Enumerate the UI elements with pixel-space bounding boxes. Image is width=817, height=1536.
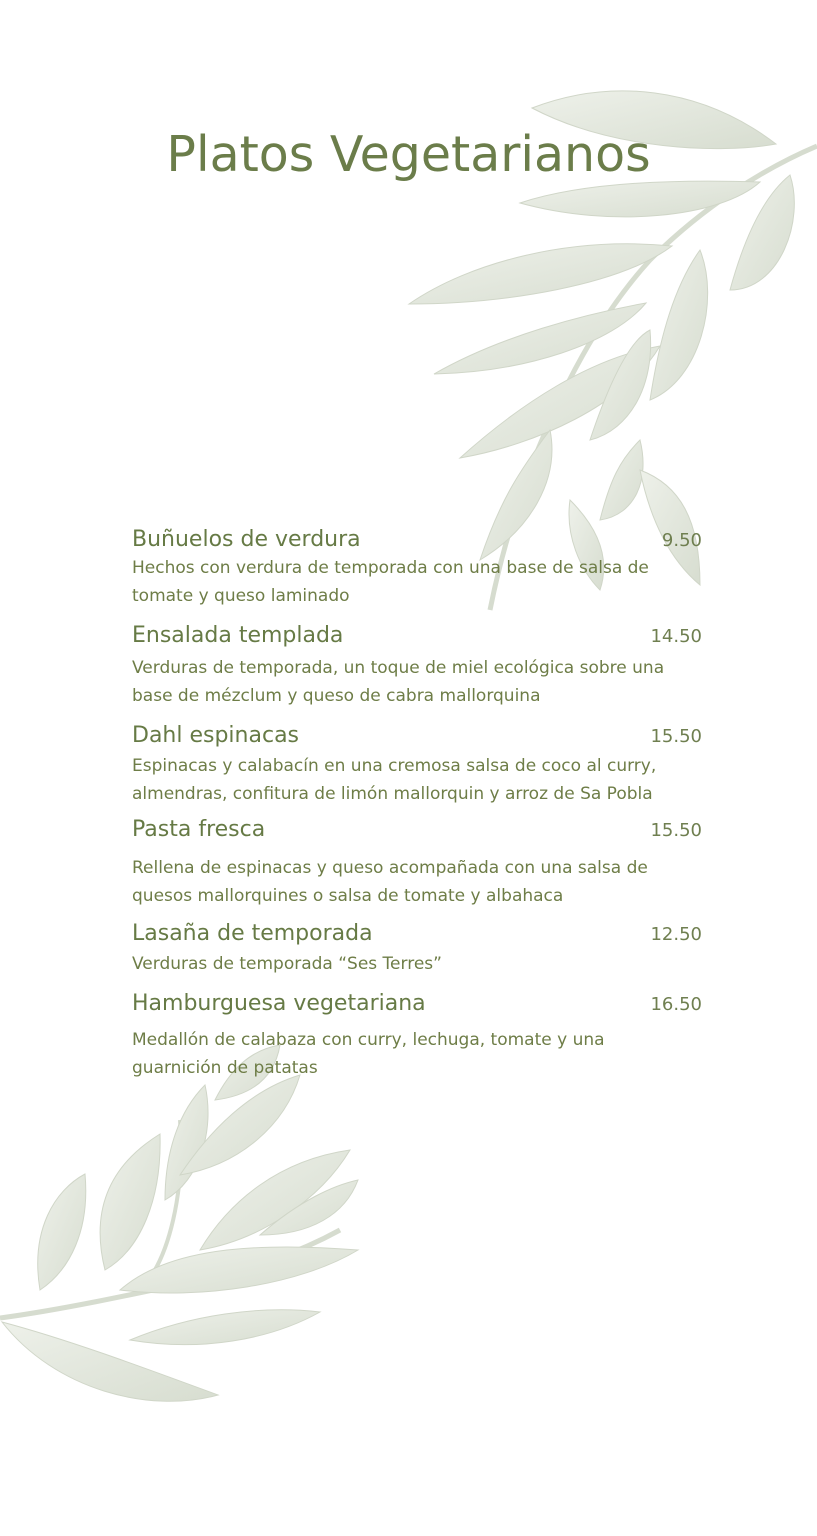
menu-item-price: 14.50 — [650, 626, 702, 647]
menu-item-name: Hamburguesa vegetariana — [132, 991, 426, 1016]
page-title: Platos Vegetarianos — [166, 126, 651, 183]
menu-item-description: Rellena de espinacas y queso acompañada con una salsa de quesos mallorquines o salsa de tomate y albahaca — [132, 858, 648, 906]
menu-item-price: 9.50 — [661, 530, 702, 551]
menu-item-price: 15.50 — [650, 726, 702, 747]
menu-item-description: Verduras de temporada “Ses Terres” — [132, 954, 442, 974]
menu-item-name: Buñuelos de verdura — [132, 527, 361, 552]
menu-item-price: 15.50 — [650, 820, 702, 841]
menu-item-description: Hechos con verdura de temporada con una base de salsa de tomate y queso laminado — [132, 558, 649, 606]
menu-item-description: Medallón de calabaza con curry, lechuga, tomate y una guarnición de patatas — [132, 1030, 605, 1078]
menu-item-name: Pasta fresca — [132, 817, 266, 842]
menu-item-price: 12.50 — [650, 924, 702, 945]
menu-item-name: Dahl espinacas — [132, 723, 300, 748]
menu-item-name: Ensalada templada — [132, 623, 344, 648]
menu-item-description: Verduras de temporada, un toque de miel ecológica sobre una base de mézclum y queso de cabra mallorquina — [132, 658, 665, 706]
bottom-left-branch-icon — [0, 1045, 358, 1401]
menu-item-description: Espinacas y calabacín en una cremosa salsa de coco al curry, almendras, confitura de limón mallorquin y arroz de Sa Pobla — [132, 756, 657, 804]
menu-item-price: 16.50 — [650, 994, 702, 1015]
menu-item-name: Lasaña de temporada — [132, 921, 373, 946]
